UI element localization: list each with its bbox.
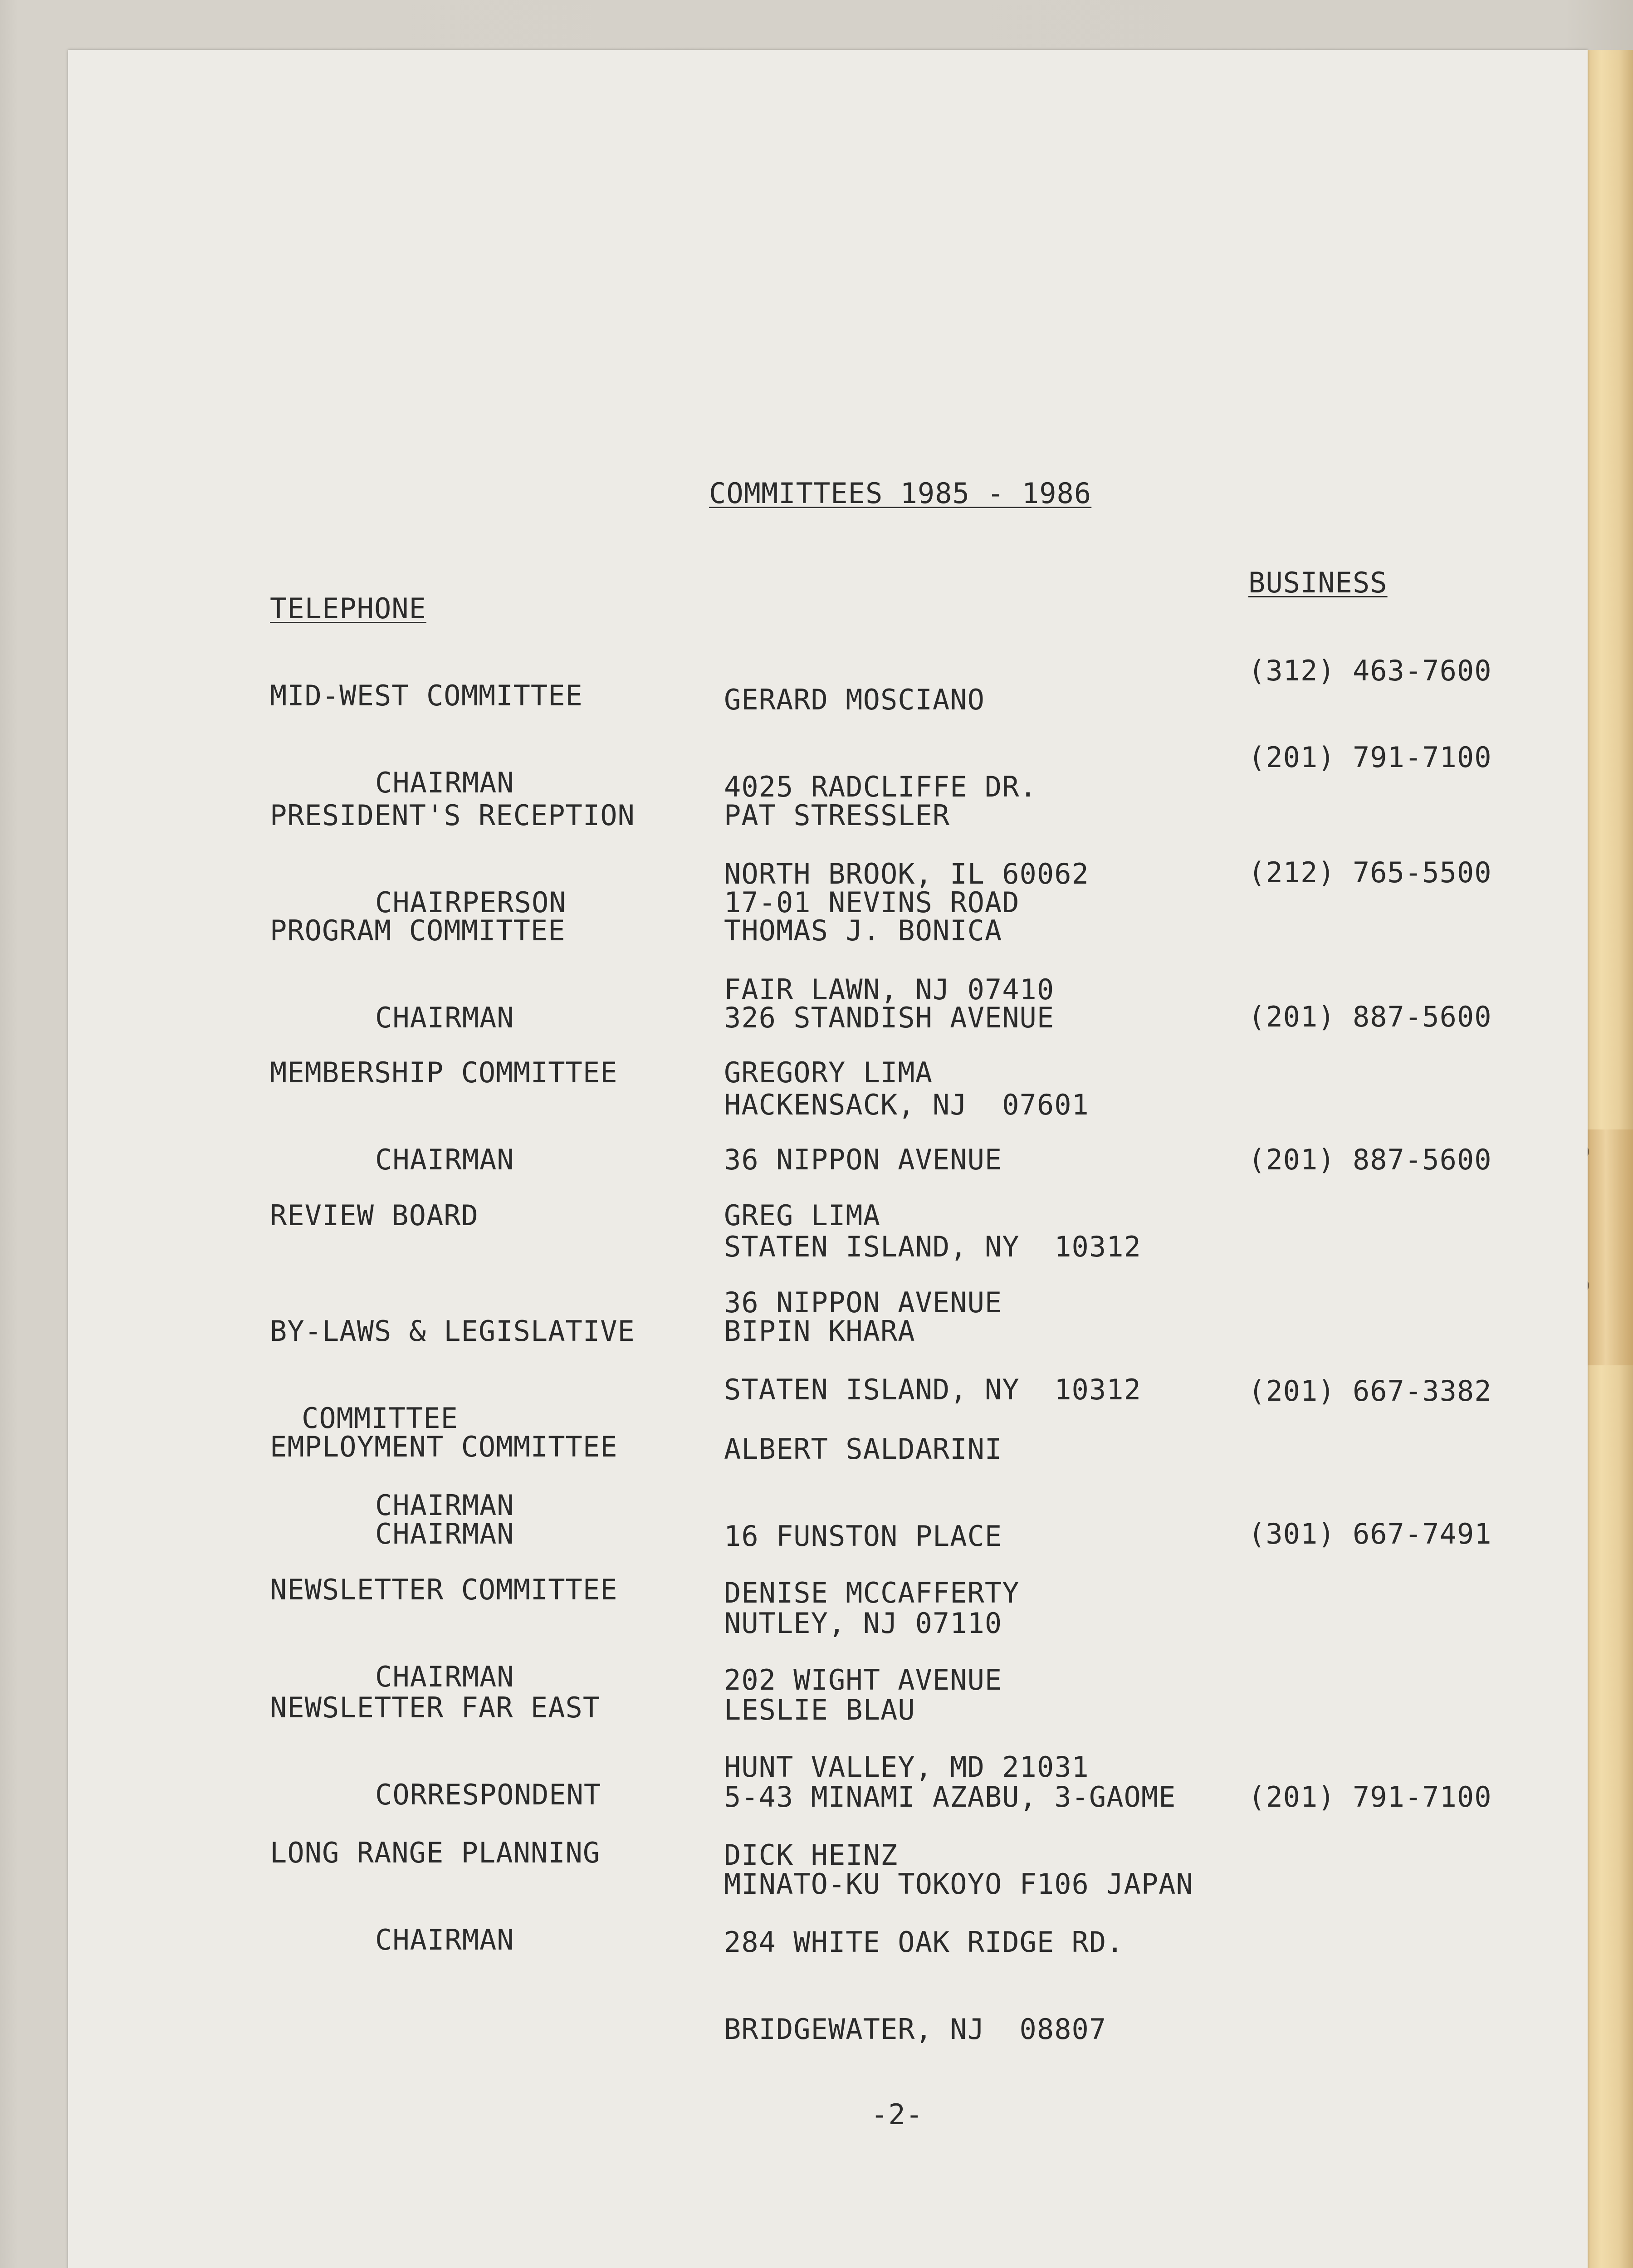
- committee-name: PRESIDENT'S RECEPTION CHAIRPERSON: [270, 799, 635, 919]
- contact-block: THOMAS J. BONICA 326 STANDISH AVENUE HACKENSACK, NJ 07601: [724, 914, 1089, 1121]
- committee-name: LONG RANGE PLANNING CHAIRMAN: [270, 1836, 601, 1956]
- contact-block: LESLIE BLAU 5-43 MINAMI AZABU, 3-GAOME MINATO-KU TOKOYO F106 JAPAN: [724, 1693, 1193, 1901]
- contact-block: DENISE MCCAFFERTY 202 WIGHT AVENUE HUNT VALLEY, MD 21031: [724, 1576, 1089, 1784]
- business-phone: (201) 667-3382: [1248, 1374, 1492, 1408]
- page-fold: [1588, 1129, 1633, 1365]
- committee-name: BY-LAWS & LEGISLATIVE COMMITTEE CHAIRMAN: [270, 1315, 635, 1522]
- committee-name: PROGRAM COMMITTEE CHAIRMAN: [270, 914, 566, 1034]
- contact-block: BIPIN KHARA: [724, 1315, 915, 1348]
- business-phone: (312) 463-7600: [1248, 654, 1492, 687]
- committee-name: EMPLOYMENT COMMITTEE CHAIRMAN: [270, 1430, 618, 1550]
- committee-name: MEMBERSHIP COMMITTEE CHAIRMAN: [270, 1056, 618, 1176]
- page-title: COMMITTEES 1985 - 1986: [709, 477, 1092, 510]
- committee-name: NEWSLETTER COMMITTEE CHAIRMAN: [270, 1573, 618, 1693]
- next-page-edge: [1588, 50, 1633, 2268]
- contact-block: DICK HEINZ 284 WHITE OAK RIDGE RD. BRIDGEWATER, NJ 08807: [724, 1838, 1124, 2046]
- business-phone: (201) 887-5600: [1248, 1143, 1492, 1176]
- contact-block: GREG LIMA 36 NIPPON AVENUE STATEN ISLAND, NY 10312: [724, 1199, 1141, 1406]
- business-phone: (301) 667-7491: [1248, 1517, 1492, 1550]
- contact-block: PAT STRESSLER 17-01 NEVINS ROAD FAIR LAWN, NJ 07410: [724, 799, 1055, 1006]
- contact-block: GREGORY LIMA 36 NIPPON AVENUE STATEN ISLAND, NY 10312: [724, 1056, 1141, 1263]
- business-phone: (201) 887-5600: [1248, 1000, 1492, 1033]
- contact-block: GERARD MOSCIANO 4025 RADCLIFFE DR. NORTH BROOK, IL 60062: [724, 683, 1089, 890]
- committee-name: MID-WEST COMMITTEE CHAIRMAN: [270, 679, 583, 799]
- page-number: -2-: [871, 2098, 923, 2131]
- telephone-header: TELEPHONE: [270, 592, 426, 625]
- business-phone: (212) 765-5500: [1248, 856, 1492, 889]
- contact-block: ALBERT SALDARINI 16 FUNSTON PLACE NUTLEY, NJ 07110: [724, 1432, 1002, 1640]
- business-phone: (201) 791-7100: [1248, 1780, 1492, 1813]
- business-phone: (201) 791-7100: [1248, 741, 1492, 774]
- business-header: BUSINESS: [1248, 566, 1388, 599]
- committee-name: REVIEW BOARD: [270, 1199, 479, 1232]
- committee-name: NEWSLETTER FAR EAST CORRESPONDENT: [270, 1691, 601, 1811]
